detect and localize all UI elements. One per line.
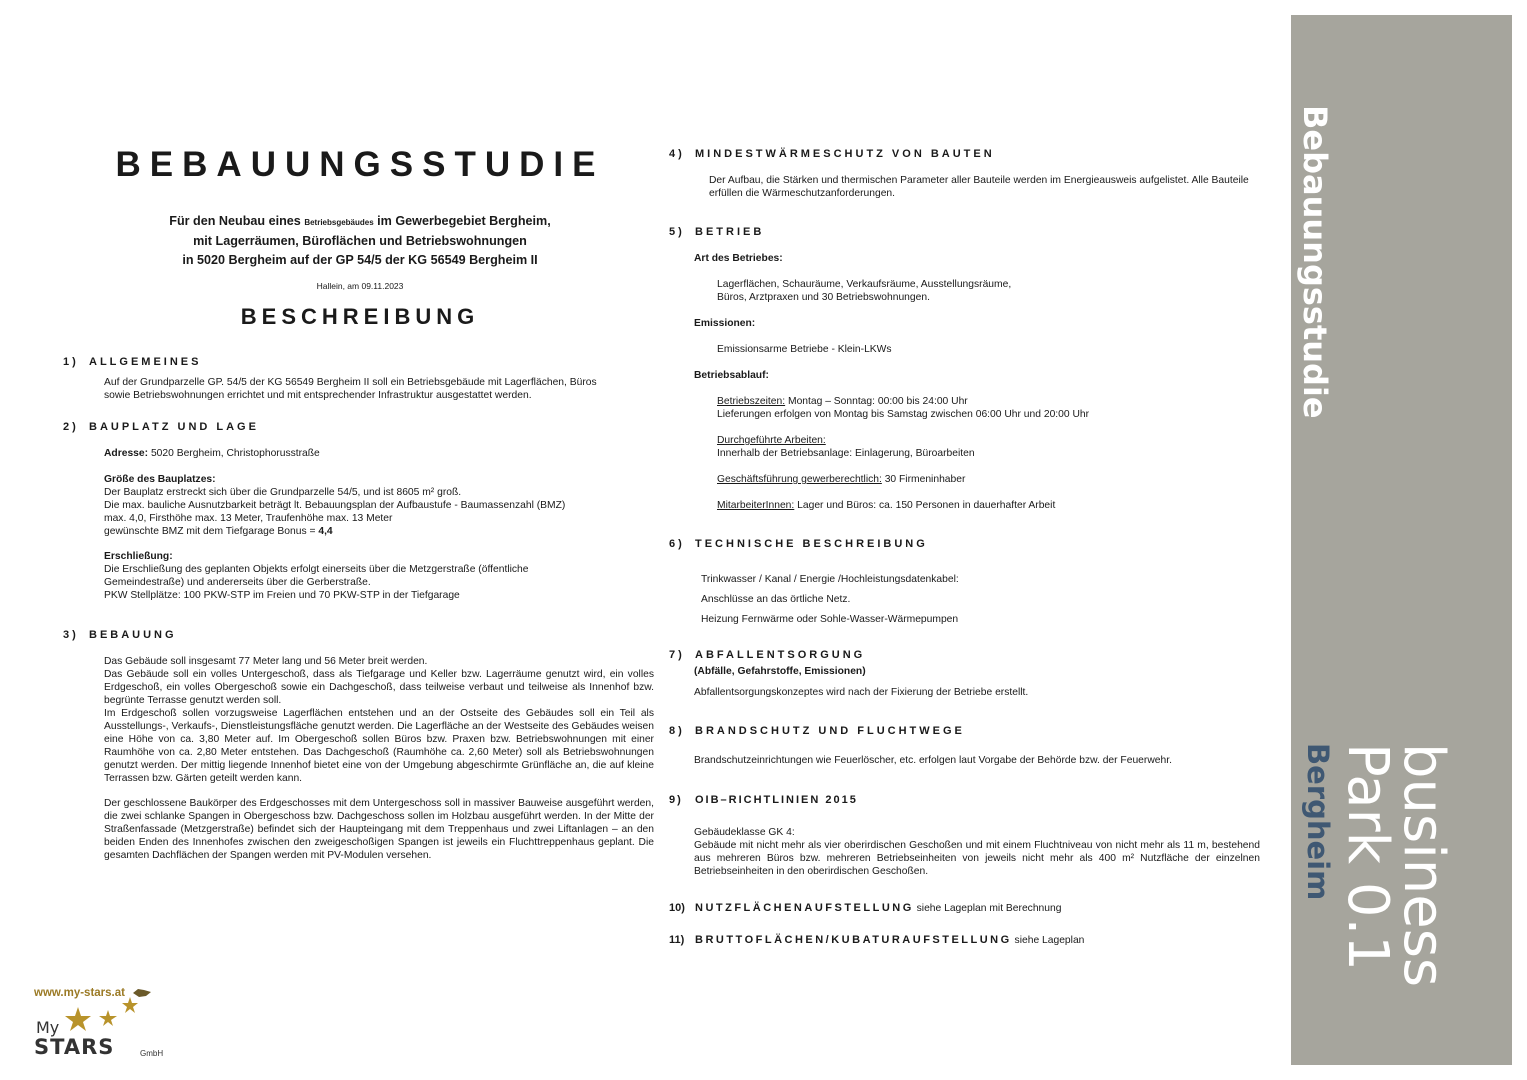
brand-line-1: business	[1391, 743, 1456, 988]
text-line: Büros, Arztpraxen und 30 Betriebswohnungen.	[717, 292, 930, 303]
brand-line-2: Park 0.1	[1335, 743, 1400, 971]
label: Durchgeführte Arbeiten:	[717, 435, 826, 446]
place-date: Hallein, am 09.11.2023	[316, 281, 404, 291]
subtitle-line-2: mit Lagerräumen, Büroflächen und Betriebswohnungen	[193, 234, 527, 248]
section-3-heading	[63, 629, 177, 641]
subtitle-line-3: in 5020 Bergheim auf der GP 54/5 der KG 56549 Bergheim II	[182, 253, 538, 267]
document-subtitle	[0, 212, 720, 270]
section-number: 7)	[669, 649, 685, 661]
text-line: Die max. bauliche Ausnutzbarkeit beträgt lt. Bebauungsplan der Aufbaustufe - Baumassenzahl (BMZ)	[104, 500, 566, 511]
section-6-text	[701, 570, 959, 630]
paragraph: Gebäude mit nicht mehr als vier oberirdischen Geschoßen und mit einem Fluchtniveau von nicht mehr als 11 m, bestehend aus mehreren Büros bzw. mehreren Betriebseinheiten von jeweils nicht mehr als 400 m² Nutzfläche der einzelnen Betriebseinheiten in den oberirdischen Geschoßen.	[694, 840, 1260, 877]
section-number: 10)	[669, 902, 685, 914]
section-title: BRUTTOFLÄCHEN/KUBATURAUFSTELLUNG	[695, 934, 1012, 946]
text-line: sowie Betriebswohnungen errichtet und mit entsprechender Infrastruktur ausgestattet werden.	[104, 390, 532, 401]
label: MitarbeiterInnen:	[717, 500, 795, 511]
section-number: 4)	[669, 148, 685, 160]
section-title: MINDESTWÄRMESCHUTZ VON BAUTEN	[695, 148, 995, 160]
subtitle-small-text: Betriebsgebäudes	[304, 218, 374, 227]
text-line: Auf der Grundparzelle GP. 54/5 der KG 56549 Bergheim II soll ein Betriebsgebäude mit Lagerflächen, Büros	[104, 377, 597, 388]
section-number: 2)	[63, 421, 79, 433]
text-line	[104, 525, 656, 538]
text-line: Gebäudeklasse GK 4:	[694, 827, 795, 838]
section-1-heading	[63, 356, 201, 368]
text-line: Anschlüsse an das örtliche Netz.	[701, 594, 851, 605]
subtitle-text: Für den Neubau eines	[169, 214, 305, 228]
text-line: Innerhalb der Betriebsanlage: Einlagerung, Büroarbeiten	[717, 448, 975, 459]
section-8-text: Brandschutzeinrichtungen wie Feuerlöscher, etc. erfolgen laut Vorgabe der Behörde bzw. der Feuerwehr.	[694, 755, 1172, 766]
section-1-text	[104, 376, 656, 402]
text-line: Lieferungen erfolgen von Montag bis Samstag zwischen 06:00 Uhr und 20:00 Uhr	[717, 409, 1090, 420]
section-2-text	[104, 447, 656, 602]
label: Geschäftsführung gewerberechtlich:	[717, 474, 882, 485]
section-title: BEBAUUNG	[89, 629, 177, 641]
section-heading: BESCHREIBUNG	[240, 304, 480, 329]
text: gewünschte BMZ mit dem Tiefgarage Bonus =	[104, 526, 319, 537]
section-10-heading	[669, 902, 1061, 914]
text-line: Trinkwasser / Kanal / Energie /Hochleistungsdatenkabel:	[701, 574, 959, 585]
value: Montag – Sonntag: 00:00 bis 24:00 Uhr	[785, 396, 968, 407]
text-line: Heizung Fernwärme oder Sohle-Wasser-Wärmepumpen	[701, 614, 959, 625]
location-label: Bergheim	[1301, 743, 1335, 901]
value: Lager und Büros: ca. 150 Personen in dauerhafter Arbeit	[794, 500, 1056, 511]
section-number: 6)	[669, 538, 685, 550]
label: Erschließung:	[104, 551, 173, 562]
section-2-heading	[63, 421, 259, 433]
value: 30 Firmeninhaber	[881, 474, 966, 485]
label: Größe des Bauplatzes:	[104, 474, 216, 485]
subtitle-line-1	[0, 212, 720, 232]
section-9-text	[694, 826, 1260, 878]
section-title: BRANDSCHUTZ UND FLUCHTWEGE	[695, 725, 965, 737]
section-5-heading	[669, 226, 764, 238]
section-11-heading	[669, 934, 1084, 946]
brand-name	[1335, 743, 1456, 988]
text-line: Das Gebäude soll insgesamt 77 Meter lang und 56 Meter breit werden.	[104, 656, 428, 667]
brand-sidebar	[1291, 15, 1512, 1065]
betriebsablauf-label: Betriebsablauf:	[694, 370, 769, 381]
section-title: BETRIEB	[695, 226, 765, 238]
section-8-heading	[669, 725, 965, 737]
bmz-value: 4,4	[318, 526, 333, 537]
text-line: max. 4,0, Firsthöhe max. 13 Meter, Traufenhöhe max. 13 Meter	[104, 513, 393, 524]
text-line: PKW Stellplätze: 100 PKW-STP im Freien und 70 PKW-STP in der Tiefgarage	[104, 590, 460, 601]
logo-my: My	[36, 1018, 60, 1037]
subtitle-text: im Gewerbegebiet Bergheim,	[373, 214, 551, 228]
text-line	[717, 473, 1267, 486]
betriebsart-label: Art des Betriebes:	[694, 253, 783, 264]
paragraph: Der geschlossene Baukörper des Erdgeschosses mit dem Untergeschoss soll in massiver Bauweise ausgeführt werden, die zwei schlanke Spangen in Obergeschoss bzw. Dachgeschoss sollen im Holzbau ausgeführt werden. In der Mitte der Straßenfassade (Metzgerstraße) befindet sich der Haupteingang mit dem Treppenhaus und zwei Liftanlagen – an den beiden Enden des Innenhofes zwischen den zweigeschoßigen Spangen ist jeweils ein Fluchttreppenhaus geplant. Die gesamten Dachflächen der Spangen werden mit PV-Modulen versehen.	[104, 798, 654, 861]
section-number: 1)	[63, 356, 79, 368]
section-title: OIB–RICHTLINIEN 2015	[695, 794, 858, 806]
betriebsablauf-text	[717, 395, 1267, 512]
text-line: Die Erschließung des geplanten Objekts erfolgt einerseits über die Metzgerstraße (öffentliche	[104, 564, 529, 575]
emissionen-text: Emissionsarme Betriebe - Klein-LKWs	[717, 344, 892, 355]
paragraph: Im Erdgeschoß sollen vorzugsweise Lagerflächen entstehen und an der Ostseite des Gebäudes soll ein Teil als Ausstellungs-, Verkaufs-, Dienstleistungsfläche genutzt werden. Die Lagerfläche an der Westseite des Gebäudes weisen eine Höhe von ca. 3,80 Meter auf. Im Obergeschoß sollen Büros bzw. Praxen bzw. Betriebswohnungen mit einer Raumhöhe von ca. 2,80 Meter entstehen. Das Dachgeschoß (Raumhöhe ca. 2,60 Meter) soll als Betriebswohnungen genutzt werden. Der mittig liegende Innenhof bietet eine von der Umgebung abgeschirmte Grünfläche an, die auf kleine Terrassen bzw. Gärten geteilt werden kann.	[104, 708, 654, 784]
section-title: NUTZFLÄCHENAUFSTELLUNG	[695, 902, 914, 914]
logo-gmbh: GmbH	[140, 1049, 164, 1058]
section-number: 9)	[669, 794, 683, 806]
text-line: Der Bauplatz erstreckt sich über die Grundparzelle 54/5, und ist 8605 m² groß.	[104, 487, 462, 498]
emissionen-label: Emissionen:	[694, 318, 756, 329]
sidebar-heading: Bebauungsstudie	[1296, 105, 1334, 419]
section-6-heading	[669, 538, 928, 550]
address-line	[104, 447, 656, 460]
betriebsart-text	[717, 278, 1011, 304]
section-note: siehe Lageplan	[1011, 935, 1085, 946]
section-number: 11)	[669, 934, 685, 946]
section-7-text: Abfallentsorgungskonzeptes wird nach der Fixierung der Betriebe erstellt.	[694, 687, 1029, 698]
section-9-heading	[669, 794, 858, 806]
document-title: BEBAUUNGSSTUDIE	[115, 145, 605, 184]
label: Adresse:	[104, 448, 149, 459]
paragraph: Das Gebäude soll ein volles Untergeschoß, dass als Tiefgarage und Keller bzw. Lagerräume genutzt wird, ein volles Erdgeschoß, ein volles Obergeschoß sowie ein Dachgeschoß, dass teilweise verbaut und teilweise als Innenhof bzw. begrünte Terrasse genutzt werden soll.	[104, 669, 654, 706]
text-line	[717, 499, 1267, 512]
section-3-text	[104, 655, 654, 862]
section-title: TECHNISCHE BESCHREIBUNG	[695, 538, 928, 550]
section-number: 8)	[669, 725, 685, 737]
section-title: ABFALLENTSORGUNG	[695, 649, 866, 661]
section-4-heading	[669, 148, 995, 160]
section-7-subtitle: (Abfälle, Gefahrstoffe, Emissionen)	[694, 666, 866, 677]
section-note: siehe Lageplan mit Berechnung	[913, 903, 1062, 914]
label: Betriebszeiten:	[717, 396, 786, 407]
section-title: ALLGEMEINES	[89, 356, 202, 368]
section-number: 3)	[63, 629, 79, 641]
text-line: Gemeindestraße) und andererseits über die Gerberstraße.	[104, 577, 371, 588]
section-7-heading	[669, 649, 865, 661]
logo-stars: STARS	[34, 1035, 115, 1059]
logo-url[interactable]: www.my-stars.at	[34, 987, 125, 999]
value: 5020 Bergheim, Christophorusstraße	[148, 448, 320, 459]
section-4-text: Der Aufbau, die Stärken und thermischen Parameter aller Bauteile werden im Energieausweis aufgelistet. Alle Bauteile erfüllen die Wärmeschutzanforderungen.	[709, 175, 1249, 199]
section-number: 5)	[669, 226, 685, 238]
section-title: BAUPLATZ UND LAGE	[89, 421, 259, 433]
text-line	[717, 395, 1267, 408]
text-line: Lagerflächen, Schauräume, Verkaufsräume, Ausstellungsräume,	[717, 279, 1012, 290]
